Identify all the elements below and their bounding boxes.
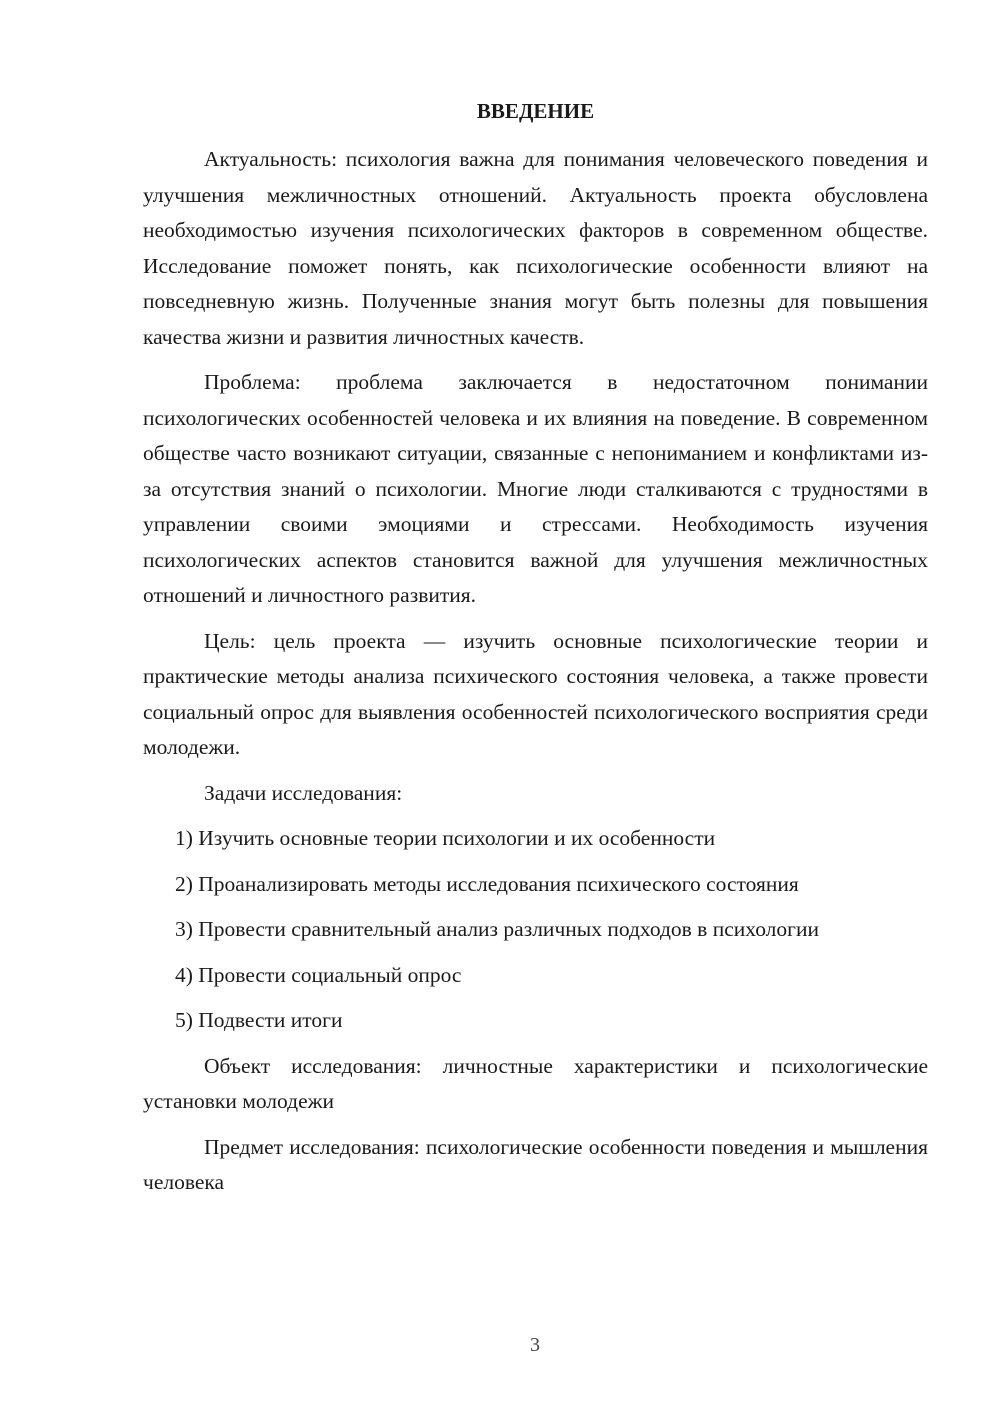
list-item: 2) Проанализировать методы исследования психического состояния (175, 871, 799, 896)
tasks-list (143, 821, 928, 1039)
tasks-heading: Задачи исследования: (204, 780, 403, 805)
document-body (143, 142, 928, 1211)
page-title: ВВЕДЕНИЕ (476, 99, 595, 123)
paragraph-object: Объект исследования: личностные характеристики и психологические установки молодежи (143, 1053, 928, 1113)
list-item: 3) Провести сравнительный анализ различных подходов в психологии (175, 917, 819, 941)
page-number: 3 (530, 1334, 540, 1356)
list-item: 4) Провести социальный опрос (175, 962, 462, 987)
list-item: 5) Подвести итоги (175, 1008, 343, 1032)
paragraph-problem: Проблема: проблема заключается в недостаточном понимании психологических особенностей человека и их влияния на поведение. В современном обществе часто возникают ситуации, связанные с непониманием и конфликтами из-за отсутствия знаний о психологии. Многие люди сталкиваются с трудностями в управлении своими эмоциями и стрессами. Необходимость изучения психологических аспектов становится важной для улучшения межличностных отношений и личностного развития. (143, 370, 928, 607)
paragraph-goal: Цель: цель проекта — изучить основные психологические теории и практические методы анализа психического состояния человека, а также провести социальный опрос для выявления особенностей психологического восприятия среди молодежи. (143, 628, 928, 759)
list-item: 1) Изучить основные теории психологии и их особенности (175, 826, 716, 850)
paragraph-relevance: Актуальность: психология важна для понимания человеческого поведения и улучшения межличностных отношений. Актуальность проекта обусловлена необходимостью изучения психологических факторов в современном обществе. Исследование поможет понять, как психологические особенности влияют на повседневную жизнь. Полученные знания могут быть полезны для повышения качества жизни и развития личностных качеств. (143, 147, 928, 349)
paragraph-subject: Предмет исследования: психологические особенности поведения и мышления человека (143, 1134, 928, 1194)
